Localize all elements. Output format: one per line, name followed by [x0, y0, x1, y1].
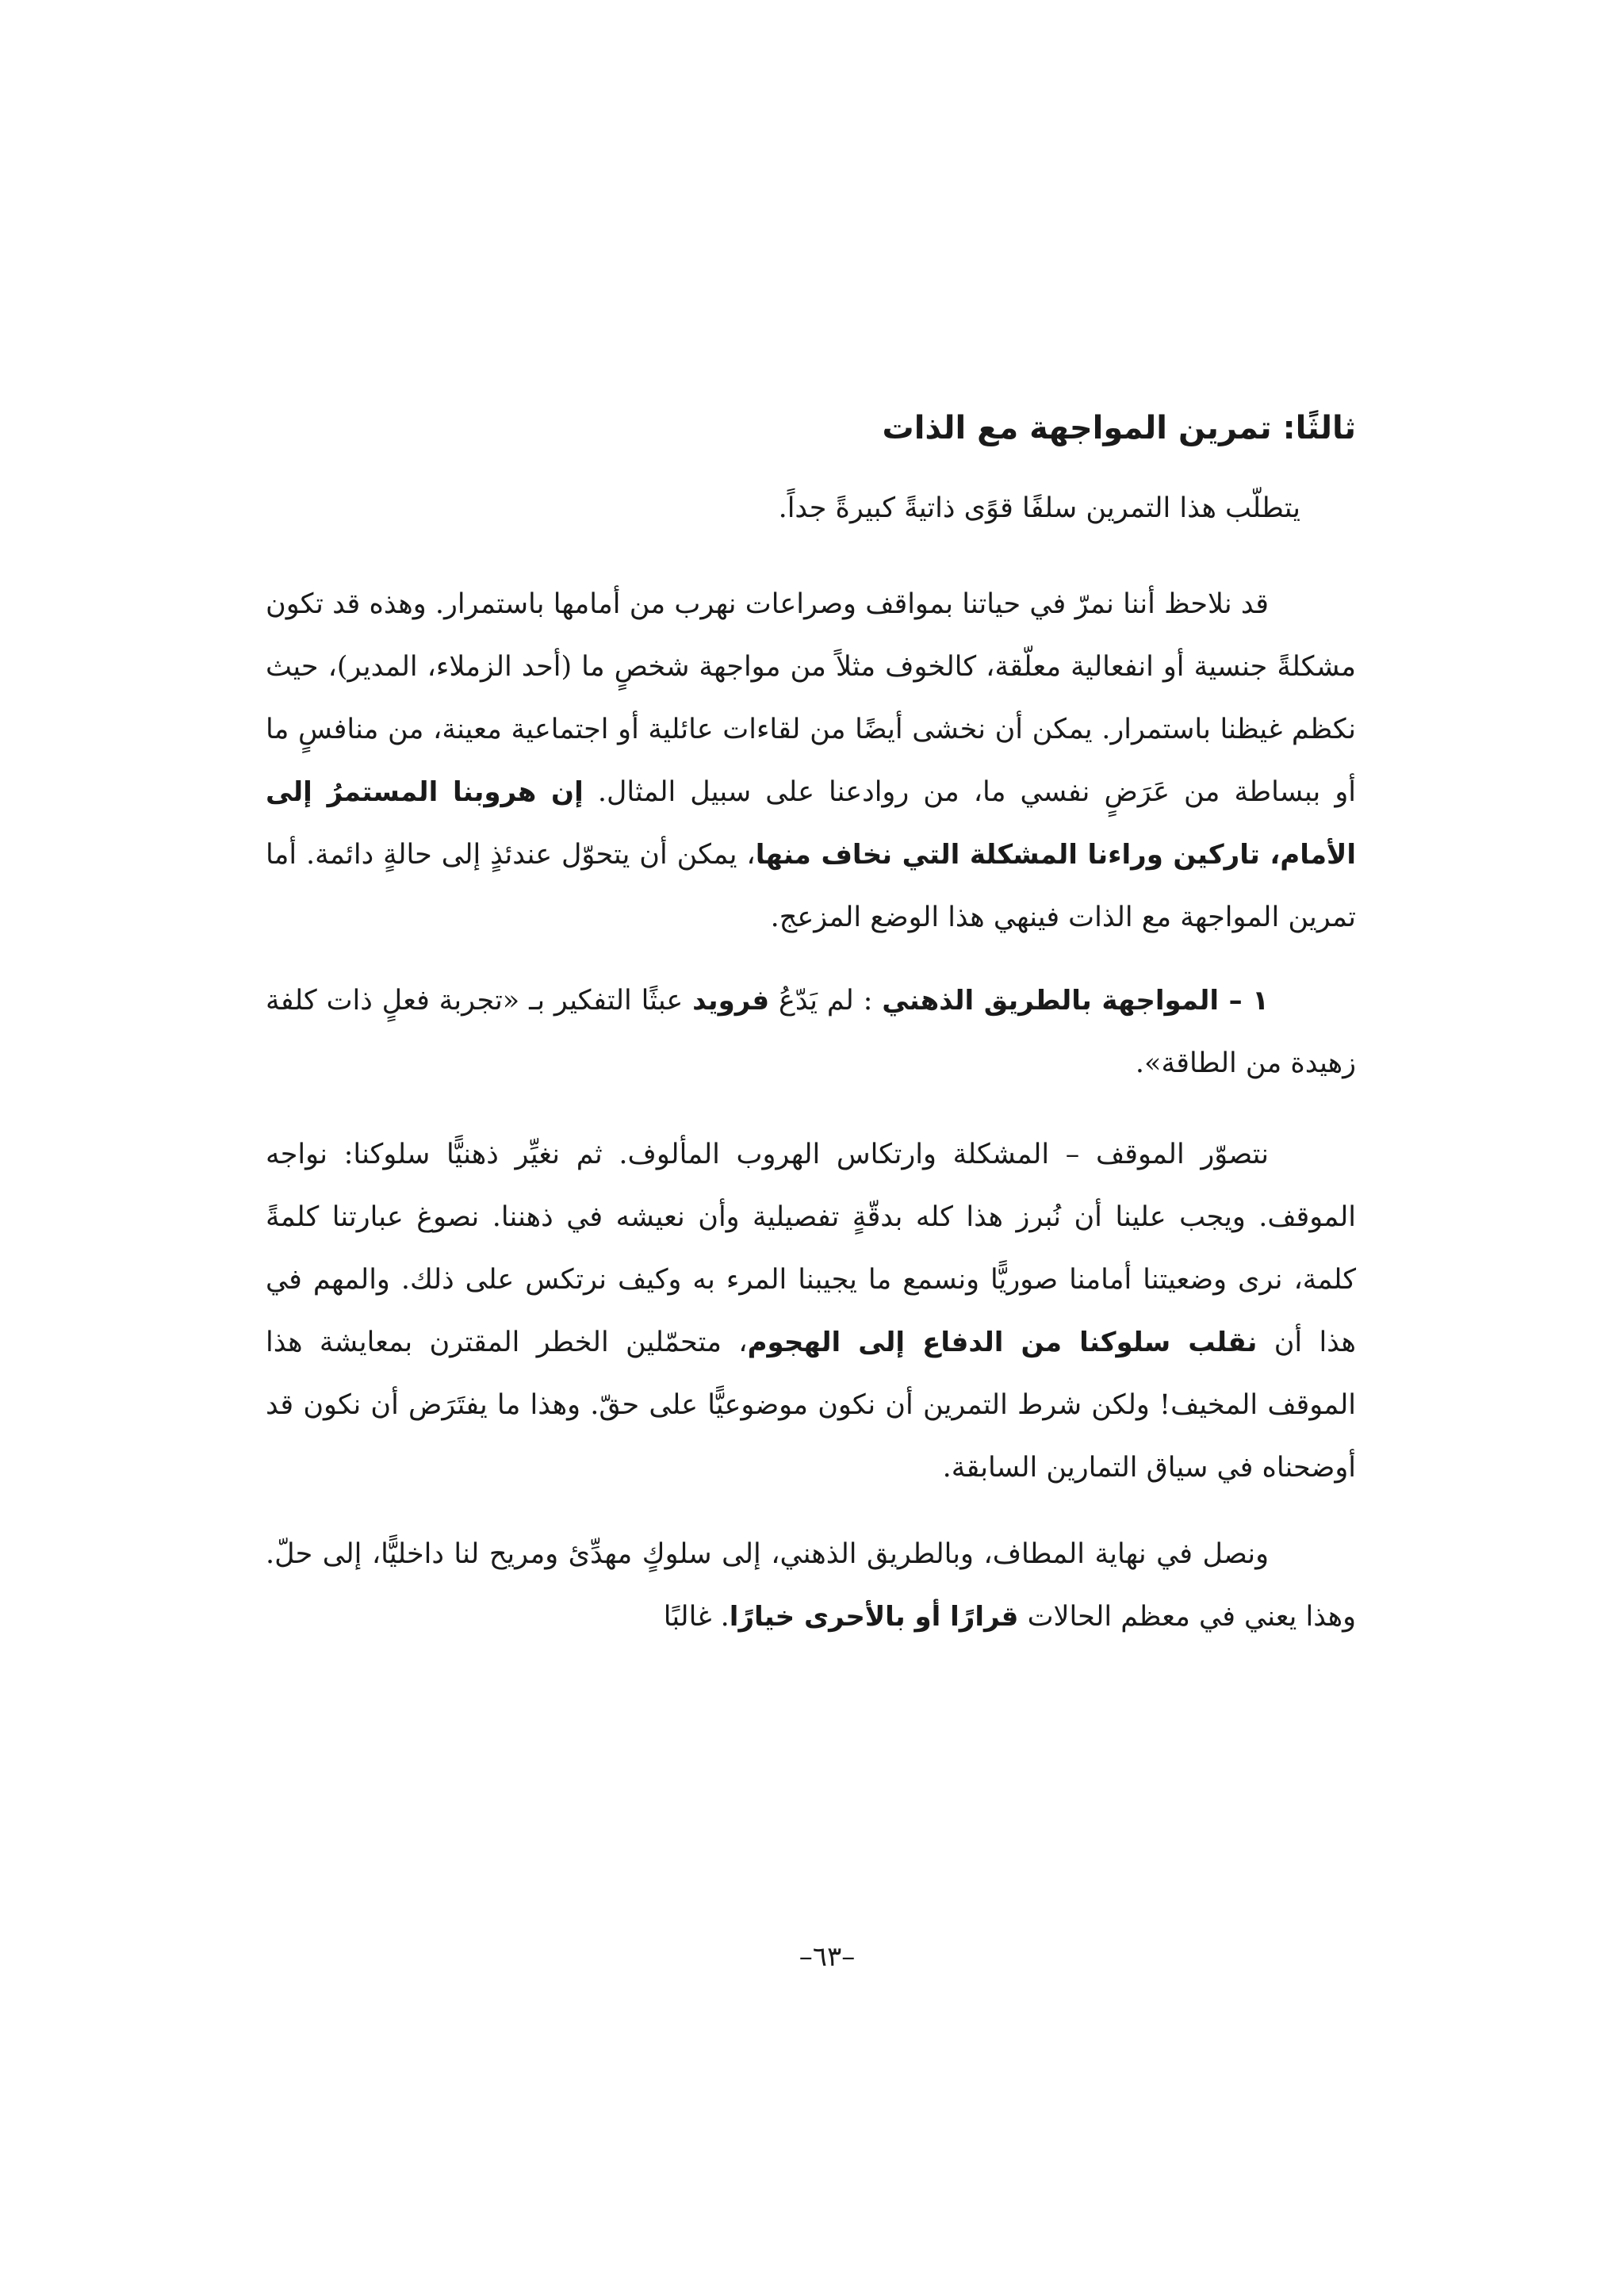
paragraph-resolution — [266, 1523, 1356, 1649]
emphasis-text: نقلب سلوكنا من الدفاع إلى الهجوم — [747, 1327, 1258, 1358]
paragraph-text: عبثًا التفكير بـ «تجربة فعلٍ ذات كلفة زهيدة من الطاقة». — [266, 985, 1356, 1079]
page-number: –٦٣– — [799, 1941, 856, 1973]
section-heading: ثالثًا: تمرين المواجهة مع الذات — [882, 410, 1356, 446]
numbered-subheading: ١ – المواجهة بالطريق الذهني — [882, 985, 1269, 1017]
emphasis-name: فرويد — [692, 985, 770, 1017]
paragraph-visualization — [266, 1124, 1356, 1499]
page-body — [266, 396, 1356, 1655]
emphasis-text: إن هروبنا المستمرُ إلى الأمام، تاركين وراءنا المشكلة التي نخاف منها — [266, 776, 1356, 871]
paragraph-text: : لم يَدّعُ — [778, 985, 873, 1017]
paragraph-text: نتصوّر الموقف – المشكلة وارتكاس الهروب المألوف. ثم نغيِّر ذهنيًّا سلوكنا: نواجه الموقف. ويجب علينا أن نُبرز هذا كله بدقّةٍ تفصيلية وأن نعيشه في ذهننا. نصوغ عبارتنا كلمةً كلمة، نرى وضعيتنا أمامنا صوريًّا ونسمع ما يجيبنا المرء به وكيف نرتكس على ذلك. والمهم في هذا أن — [266, 1139, 1356, 1358]
paragraph-avoidance — [266, 573, 1356, 949]
paragraph-text: ونصل في نهاية المطاف، وبالطريق الذهني، إلى سلوكٍ مهدِّئ ومريح لنا داخليًّا، إلى حلّ. وهذا يعني في معظم الحالات — [266, 1538, 1356, 1633]
paragraph-mental-confrontation — [266, 970, 1356, 1095]
paragraph-text: ، متحمّلين الخطر المقترن بمعايشة هذا الموقف المخيف! ولكن شرط التمرين أن نكون موضوعيًّا على حقّ. وهذا ما يفتَرَض أن نكون قد أوضحناه في سياق التمارين السابقة. — [266, 1327, 1356, 1484]
emphasis-text: قرارًا أو بالأحرى خيارًا — [729, 1601, 1019, 1633]
paragraph-text: ، يمكن أن يتحوّل عندئذٍ إلى حالةٍ دائمة. أما تمرين المواجهة مع الذات فينهي هذا الوضع المزعج. — [266, 839, 1356, 933]
paragraph-text: قد نلاحظ أننا نمرّ في حياتنا بمواقف وصراعات نهرب من أمامها باستمرار. وهذه قد تكون مشكلةً جنسية أو انفعالية معلّقة، كالخوف مثلاً من مواجهة شخصٍ ما (أحد الزملاء، المدير)، حيث نكظم غيظنا باستمرار. يمكن أن نخشى أيضًا من لقاءات عائلية أو اجتماعية معينة، من منافسٍ ما أو ببساطة من عَرَضٍ نفسي ما، من روادعنا على سبيل المثال. — [266, 588, 1356, 808]
paragraph-text: . غالبًا — [663, 1601, 730, 1633]
intro-paragraph: يتطلّب هذا التمرين سلفًا قوًى ذاتيةً كبيرةً جداً. — [778, 492, 1300, 524]
